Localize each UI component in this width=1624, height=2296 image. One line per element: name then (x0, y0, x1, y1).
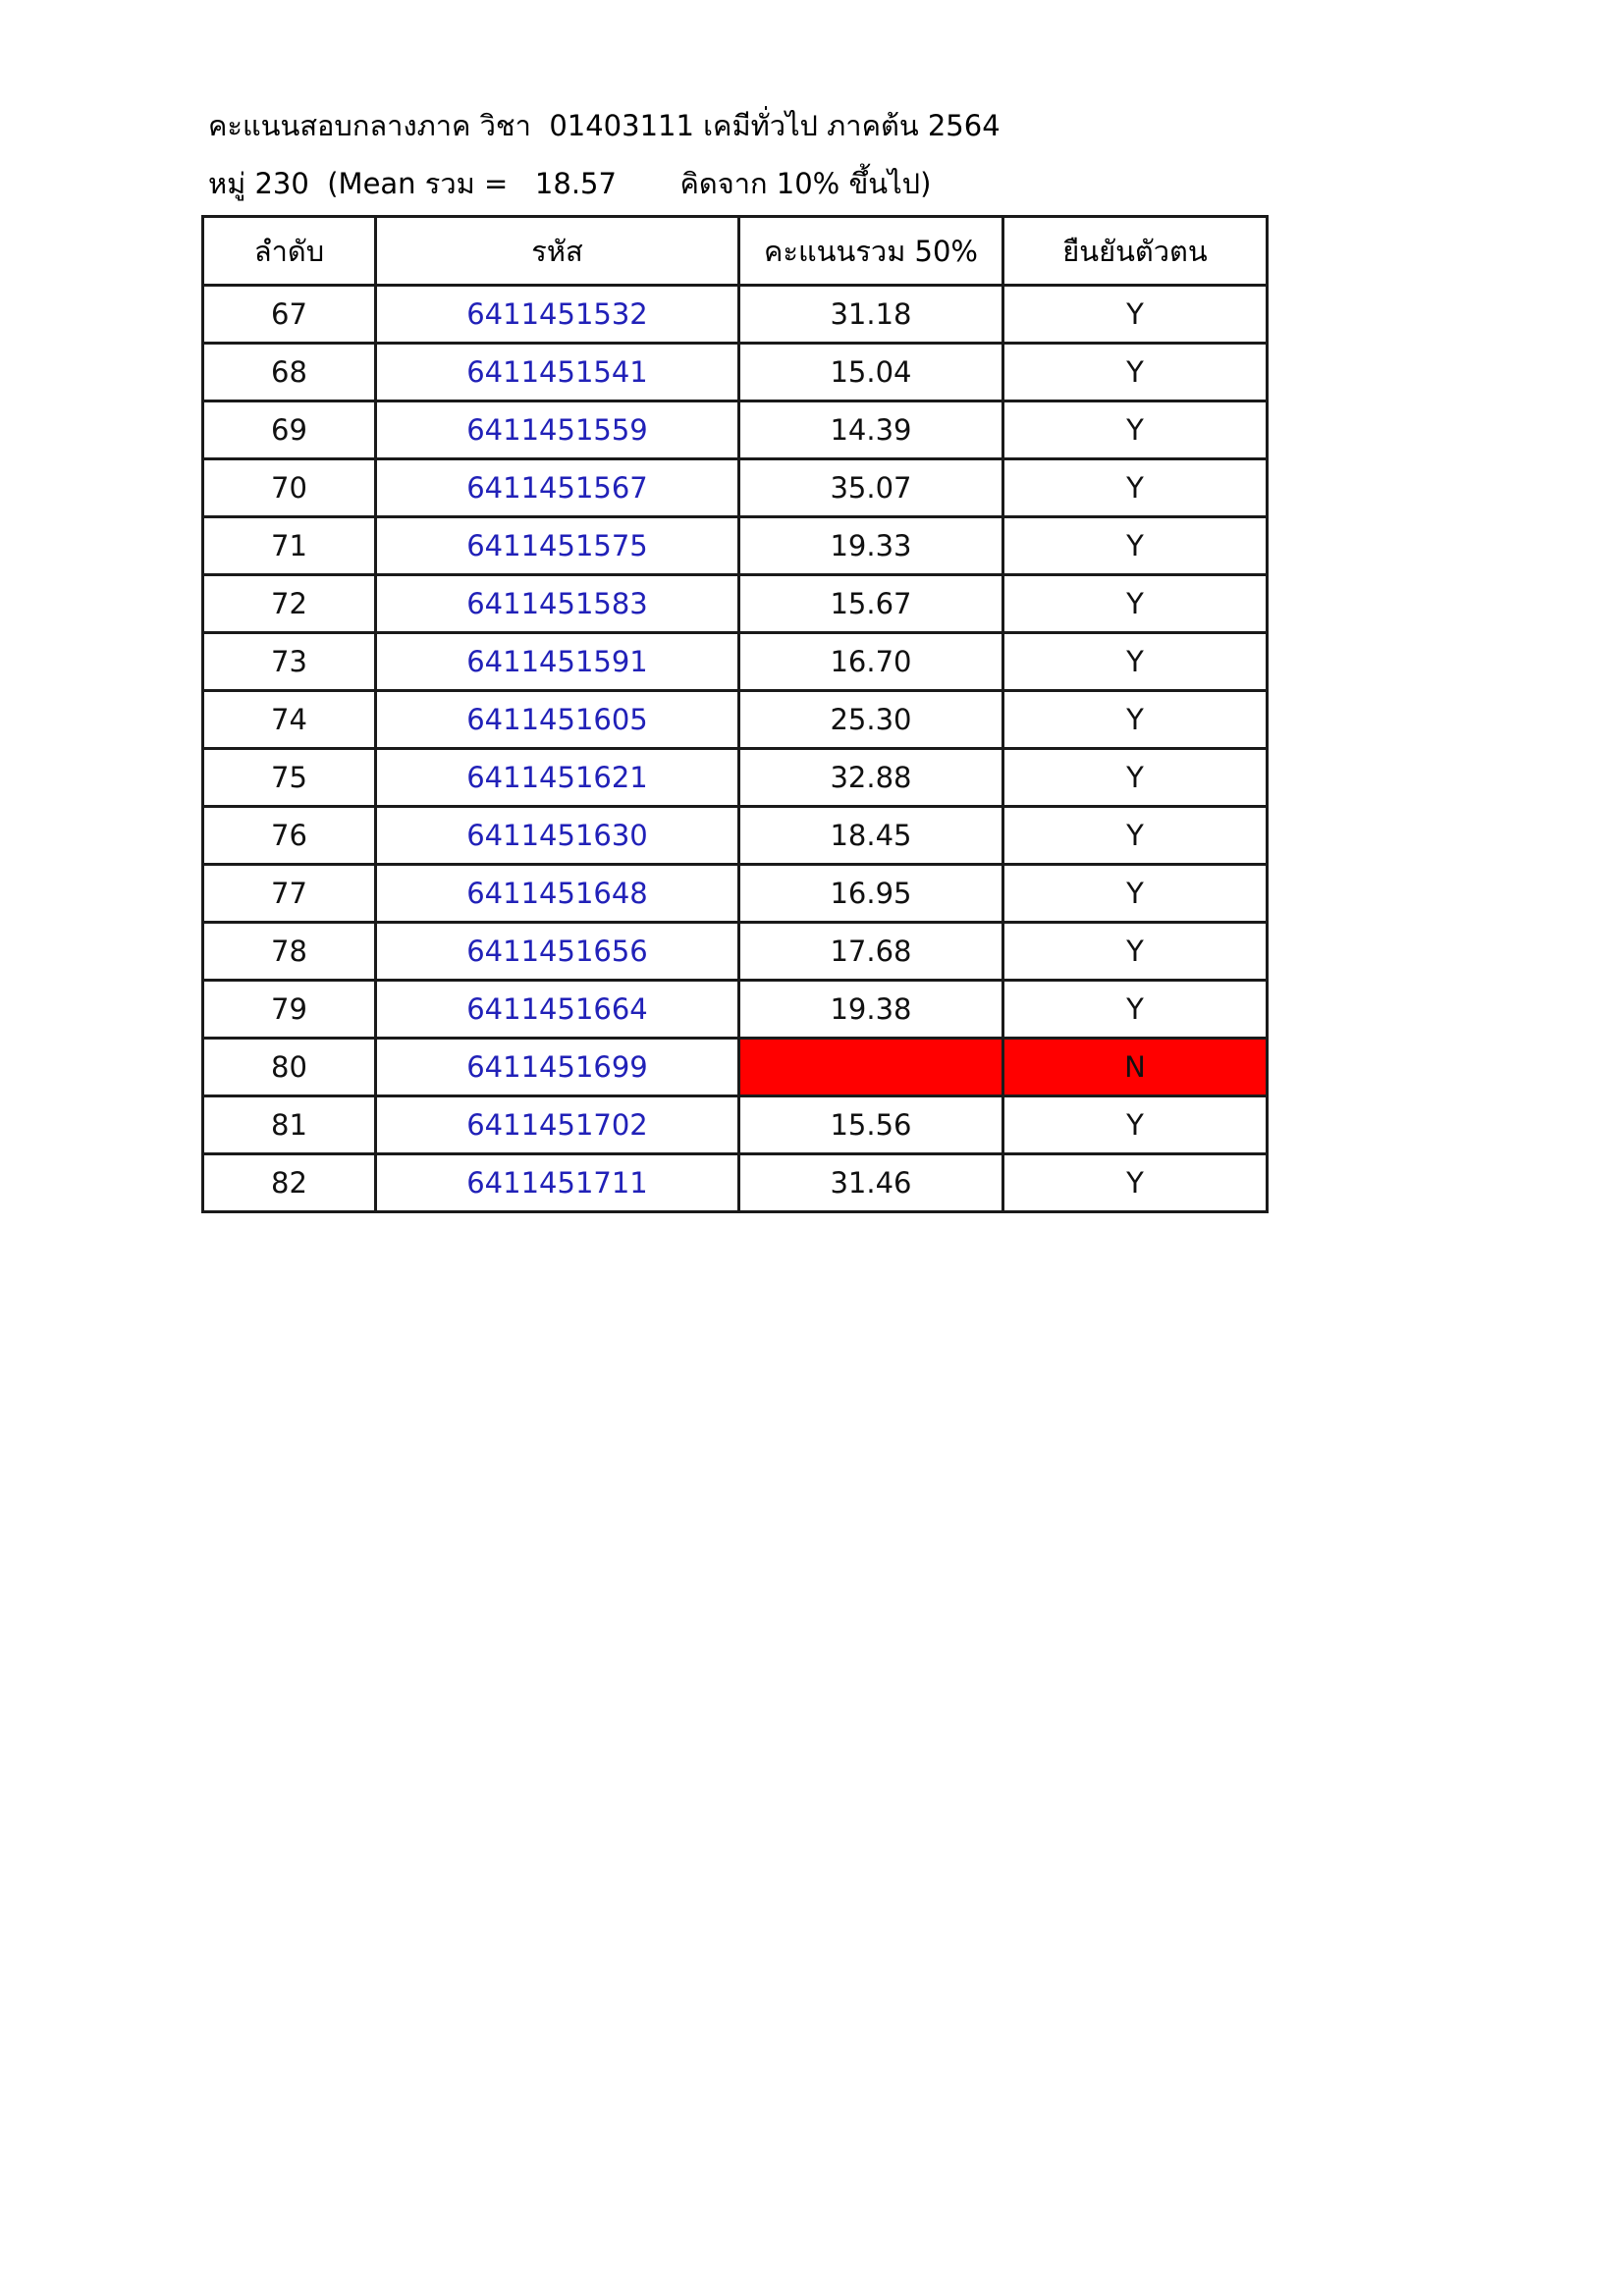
table-row (203, 923, 1268, 981)
score-cell: 35.07 (739, 459, 1003, 517)
header-student-id: รหัส (376, 217, 739, 286)
student-id-cell: 6411451648 (376, 865, 739, 923)
order-cell: 79 (203, 981, 376, 1039)
score-cell: 15.04 (739, 344, 1003, 401)
table-row (203, 344, 1268, 401)
verify-cell: Y (1003, 344, 1268, 401)
student-id-cell: 6411451591 (376, 633, 739, 691)
order-cell: 82 (203, 1154, 376, 1212)
student-id-cell: 6411451605 (376, 691, 739, 749)
verify-cell: Y (1003, 459, 1268, 517)
student-id-cell: 6411451567 (376, 459, 739, 517)
score-cell: 15.67 (739, 575, 1003, 633)
score-cell: 31.18 (739, 286, 1003, 344)
table-row (203, 401, 1268, 459)
table-row (203, 1154, 1268, 1212)
header-order: ลำดับ (203, 217, 376, 286)
student-id-cell: 6411451630 (376, 807, 739, 865)
order-cell: 81 (203, 1096, 376, 1154)
table-row (203, 981, 1268, 1039)
verify-cell: Y (1003, 807, 1268, 865)
order-cell: 70 (203, 459, 376, 517)
table-row (203, 1039, 1268, 1096)
verify-cell: Y (1003, 286, 1268, 344)
score-cell: 17.68 (739, 923, 1003, 981)
order-cell: 74 (203, 691, 376, 749)
verify-cell: Y (1003, 1154, 1268, 1212)
student-id-cell: 6411451699 (376, 1039, 739, 1096)
table-row (203, 865, 1268, 923)
verify-cell: Y (1003, 923, 1268, 981)
score-cell: 16.95 (739, 865, 1003, 923)
student-id-cell: 6411451711 (376, 1154, 739, 1212)
table-header-row (203, 217, 1268, 286)
student-id-cell: 6411451575 (376, 517, 739, 575)
table-row (203, 575, 1268, 633)
table-row (203, 517, 1268, 575)
student-id-cell: 6411451541 (376, 344, 739, 401)
document-subtitle: หมู่ 230 (Mean รวม = 18.57 คิดจาก 10% ขึ้นไป) (208, 167, 932, 200)
score-cell: 19.33 (739, 517, 1003, 575)
verify-cell: Y (1003, 633, 1268, 691)
order-cell: 68 (203, 344, 376, 401)
verify-cell: Y (1003, 575, 1268, 633)
score-cell: 15.56 (739, 1096, 1003, 1154)
score-cell: 32.88 (739, 749, 1003, 807)
scores-table (201, 215, 1269, 1213)
order-cell: 67 (203, 286, 376, 344)
score-cell: 14.39 (739, 401, 1003, 459)
verify-cell: Y (1003, 865, 1268, 923)
header-identity-verified: ยืนยันตัวตน (1003, 217, 1268, 286)
table-row (203, 691, 1268, 749)
verify-cell: Y (1003, 517, 1268, 575)
header-total-score: คะแนนรวม 50% (739, 217, 1003, 286)
student-id-cell: 6411451664 (376, 981, 739, 1039)
order-cell: 69 (203, 401, 376, 459)
order-cell: 78 (203, 923, 376, 981)
table-row (203, 749, 1268, 807)
order-cell: 73 (203, 633, 376, 691)
verify-cell: Y (1003, 691, 1268, 749)
student-id-cell: 6411451559 (376, 401, 739, 459)
verify-cell: Y (1003, 1096, 1268, 1154)
table-row (203, 286, 1268, 344)
table-row (203, 807, 1268, 865)
student-id-cell: 6411451583 (376, 575, 739, 633)
table-body (203, 286, 1268, 1212)
order-cell: 75 (203, 749, 376, 807)
score-cell: 25.30 (739, 691, 1003, 749)
student-id-cell: 6411451621 (376, 749, 739, 807)
score-cell: 16.70 (739, 633, 1003, 691)
order-cell: 76 (203, 807, 376, 865)
student-id-cell: 6411451532 (376, 286, 739, 344)
student-id-cell: 6411451702 (376, 1096, 739, 1154)
verify-cell: Y (1003, 981, 1268, 1039)
table-row (203, 459, 1268, 517)
document-title: คะแนนสอบกลางภาค วิชา 01403111 เคมีทั่วไป ภาคต้น 2564 (208, 109, 1001, 142)
score-cell: 31.46 (739, 1154, 1003, 1212)
table-row (203, 633, 1268, 691)
score-cell: 19.38 (739, 981, 1003, 1039)
table-row (203, 1096, 1268, 1154)
verify-cell: N (1003, 1039, 1268, 1096)
score-cell: 18.45 (739, 807, 1003, 865)
order-cell: 77 (203, 865, 376, 923)
student-id-cell: 6411451656 (376, 923, 739, 981)
verify-cell: Y (1003, 401, 1268, 459)
verify-cell: Y (1003, 749, 1268, 807)
score-cell (739, 1039, 1003, 1096)
order-cell: 71 (203, 517, 376, 575)
order-cell: 72 (203, 575, 376, 633)
order-cell: 80 (203, 1039, 376, 1096)
